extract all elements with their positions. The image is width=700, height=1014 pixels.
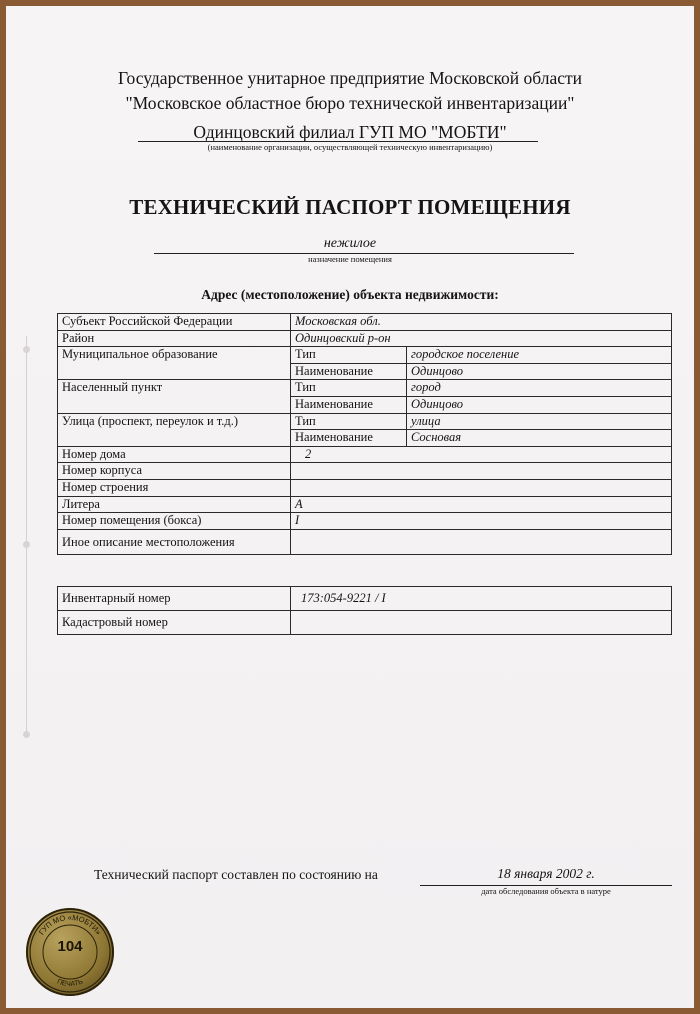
- locality-name-label: Наименование: [291, 396, 407, 413]
- organization-line-2: "Московское областное бюро технической инвентаризации": [125, 93, 575, 113]
- korpus-value: [291, 463, 672, 480]
- seal-number: 104: [57, 938, 83, 955]
- address-table: [57, 313, 672, 555]
- composed-statement: Технический паспорт составлен по состоянию на: [94, 867, 378, 882]
- korpus-label: Номер корпуса: [58, 463, 291, 480]
- table-row: [58, 330, 672, 347]
- purpose-hint: назначение помещения: [308, 254, 392, 264]
- table-row: [58, 529, 672, 554]
- other-label: Иное описание местоположения: [58, 529, 291, 554]
- table-row: [58, 347, 672, 364]
- organization-line-1: Государственное унитарное предприятие Московской области: [117, 68, 583, 88]
- table-row: [58, 479, 672, 496]
- building-label: Номер строения: [58, 479, 291, 496]
- locality-name-value: Одинцово: [407, 396, 672, 413]
- street-name-label: Наименование: [291, 430, 407, 447]
- table-row: [58, 446, 672, 463]
- house-value: 2: [291, 446, 672, 463]
- table-row: [58, 413, 672, 430]
- street-type-label: Тип: [291, 413, 407, 430]
- litera-label: Литера: [58, 496, 291, 513]
- subject-label: Субъект Российской Федерации: [58, 314, 291, 331]
- municipal-label: Муниципальное образование: [58, 347, 291, 380]
- branch-hint: (наименование организации, осуществляющей техническую инвентаризацию): [207, 142, 493, 152]
- building-value: [291, 479, 672, 496]
- table-row: [58, 463, 672, 480]
- street-type-value: улица: [407, 413, 672, 430]
- table-row: [58, 496, 672, 513]
- district-value: Одинцовский р-он: [291, 330, 672, 347]
- cadastral-value: [291, 611, 672, 635]
- table-row: [58, 587, 672, 611]
- page-title: ТЕХНИЧЕСКИЙ ПАСПОРТ ПОМЕЩЕНИЯ: [129, 195, 571, 219]
- branch-name: Одинцовский филиал ГУП МО "МОБТИ": [193, 122, 507, 142]
- purpose-value: нежилое: [323, 236, 377, 251]
- svg-text:ПЕЧАТЬ: [56, 978, 84, 988]
- table-row: [58, 314, 672, 331]
- locality-label: Населенный пункт: [58, 380, 291, 413]
- district-label: Район: [58, 330, 291, 347]
- municipal-name-label: Наименование: [291, 363, 407, 380]
- municipal-type-label: Тип: [291, 347, 407, 364]
- inventory-label: Инвентарный номер: [58, 587, 291, 611]
- seal-text-top: ГУП МО «МОБТИ»: [36, 912, 104, 937]
- municipal-name-value: Одинцово: [407, 363, 672, 380]
- locality-type-label: Тип: [291, 380, 407, 397]
- cadastral-label: Кадастровый номер: [58, 611, 291, 635]
- room-value: I: [291, 513, 672, 530]
- litera-value: А: [291, 496, 672, 513]
- street-name-value: Сосновая: [407, 430, 672, 447]
- locality-type-value: город: [407, 380, 672, 397]
- table-row: [58, 380, 672, 397]
- survey-date-hint: дата обследования объекта в натуре: [481, 886, 611, 896]
- street-label: Улица (проспект, переулок и т.д.): [58, 413, 291, 446]
- house-label: Номер дома: [58, 446, 291, 463]
- binding-stitch: [26, 336, 31, 736]
- seal-text-bottom: ПЕЧАТЬ: [56, 978, 85, 989]
- numbers-table: [57, 586, 672, 635]
- table-row: [58, 513, 672, 530]
- address-heading: Адрес (местоположение) объекта недвижимости:: [201, 287, 499, 302]
- survey-date-value: 18 января 2002 г.: [497, 866, 595, 881]
- inventory-value: 173:054-9221 / I: [291, 587, 672, 611]
- other-value: [291, 529, 672, 554]
- municipal-type-value: городское поселение: [407, 347, 672, 364]
- room-label: Номер помещения (бокса): [58, 513, 291, 530]
- table-row: [58, 611, 672, 635]
- subject-value: Московская обл.: [291, 314, 672, 331]
- seal-sticker: [26, 908, 114, 996]
